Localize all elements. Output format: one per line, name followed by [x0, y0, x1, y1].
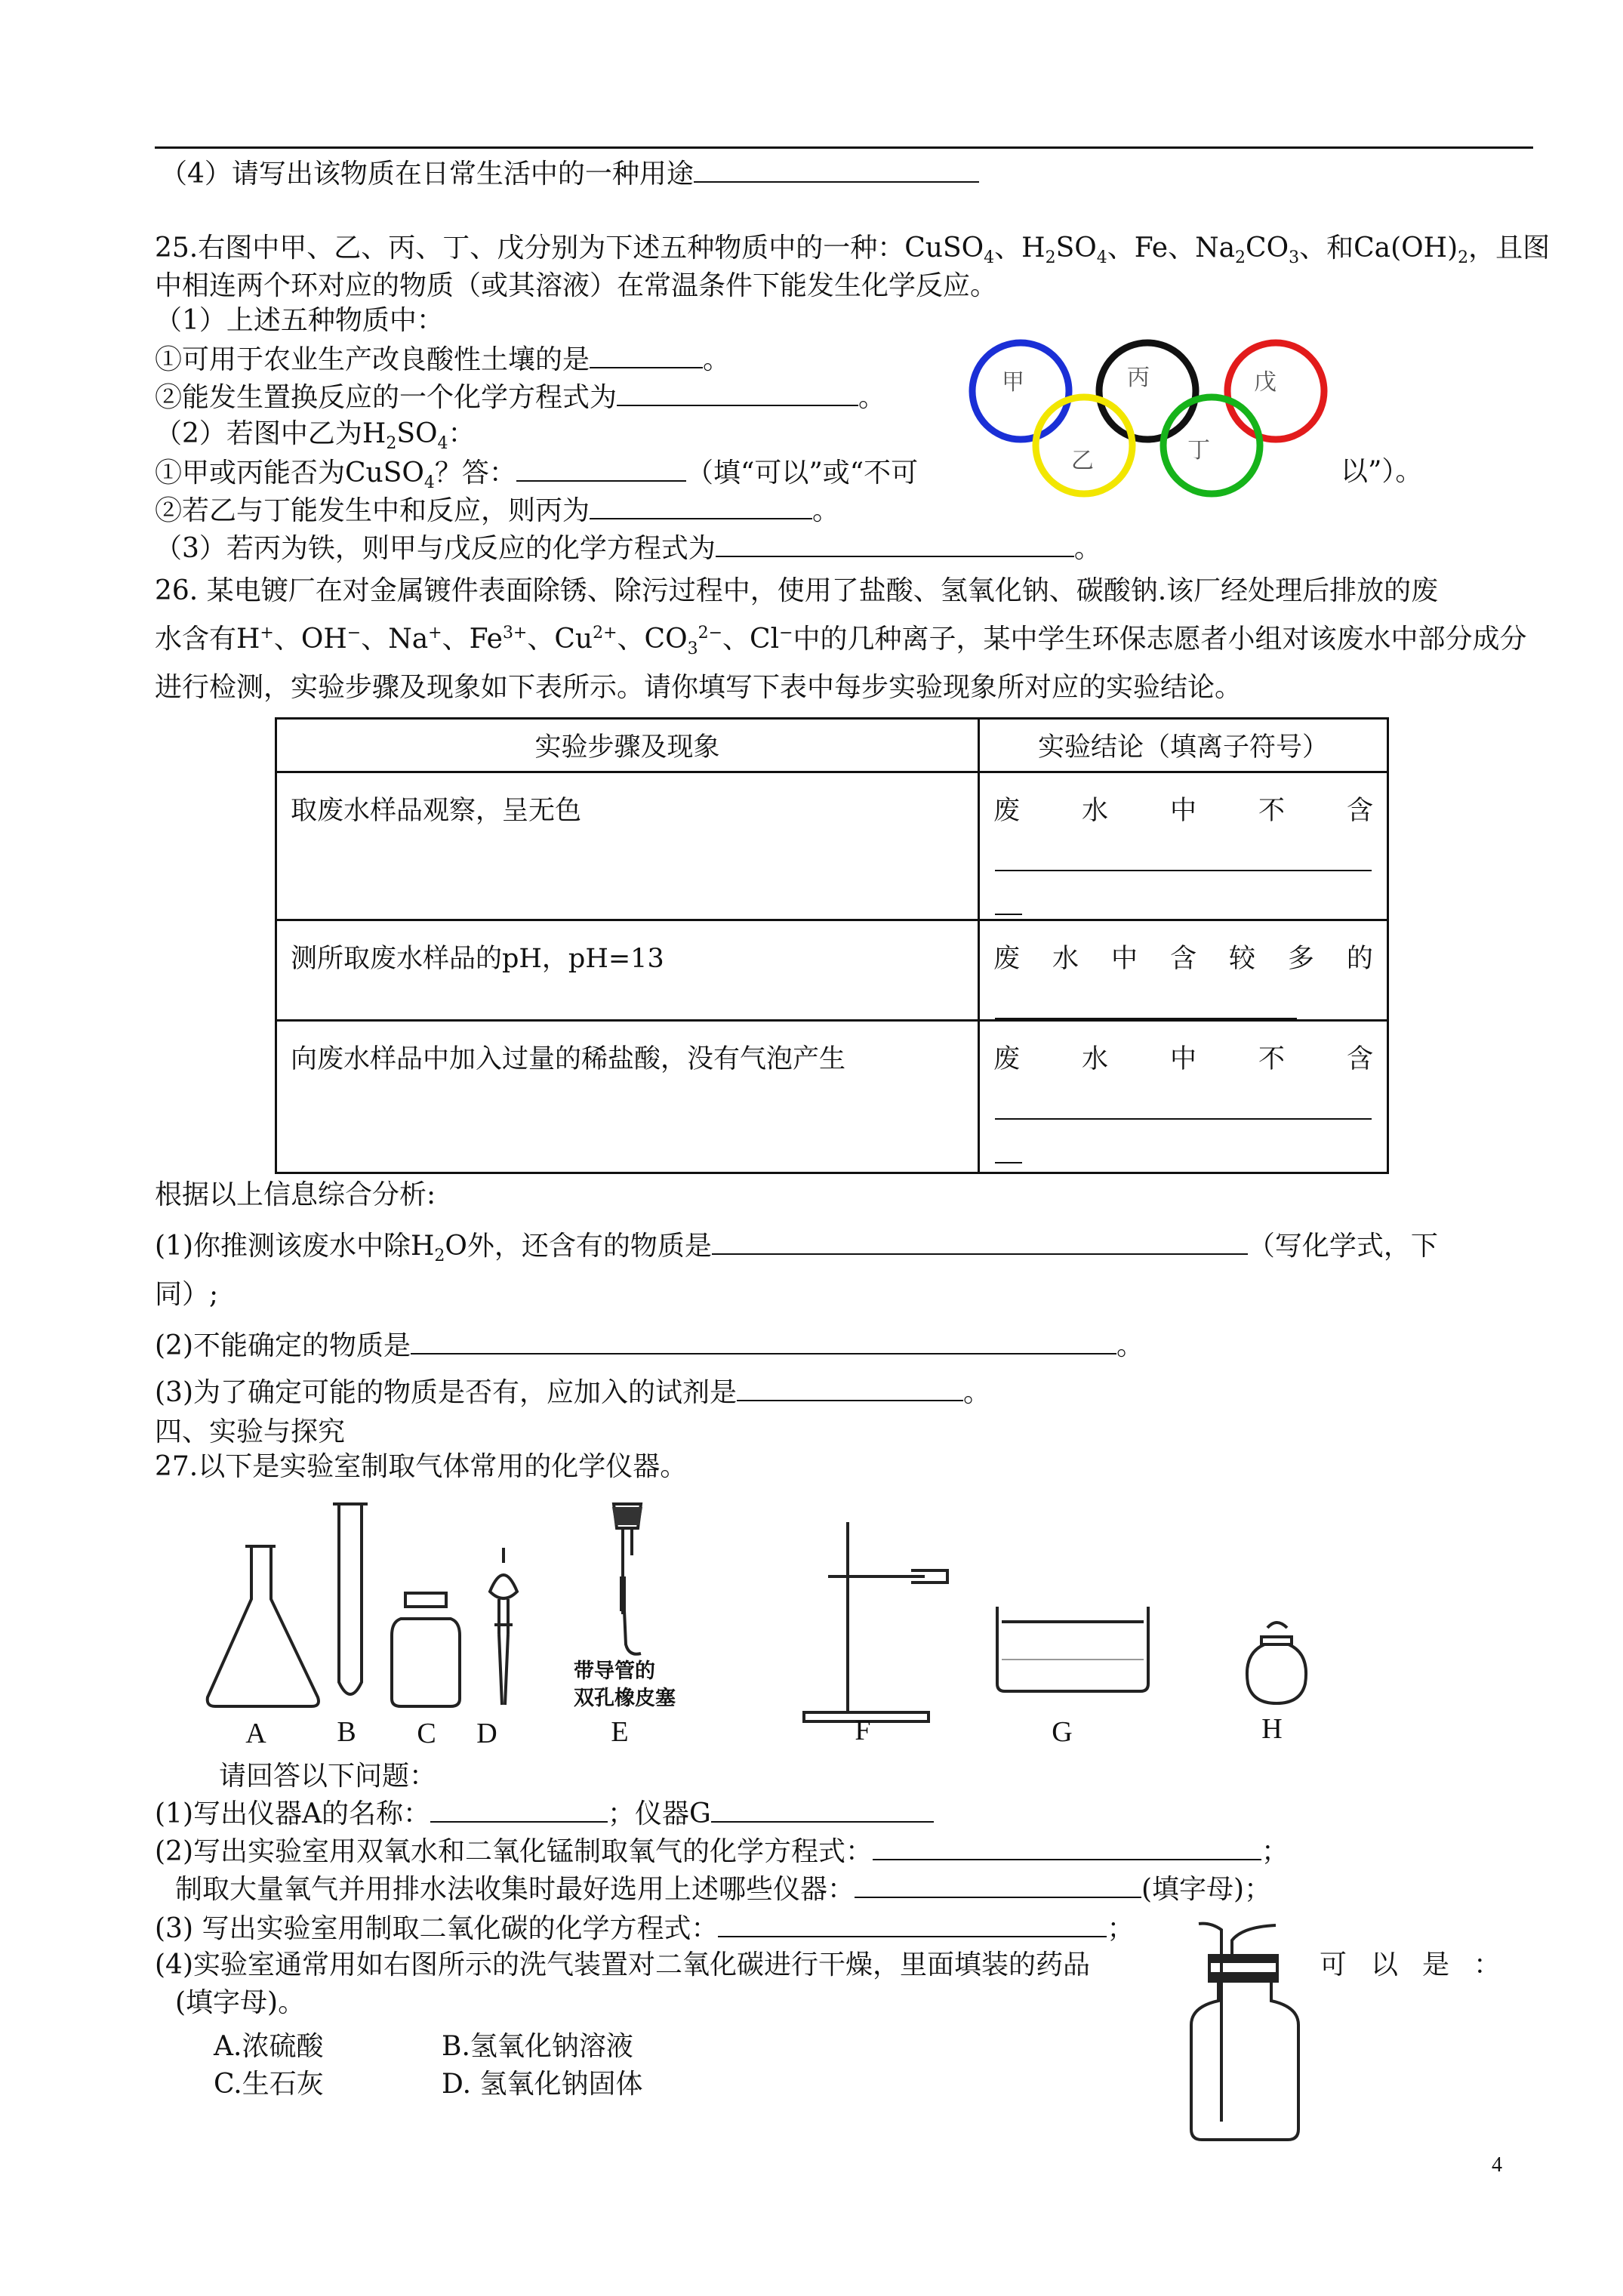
option-d: D. 氢氧化钠固体 [442, 2069, 643, 2100]
q26-line2: 水含有H+、OH−、Na+、$Fe^{3+}$、$Cu^{2+}$、$CO_3^{2-}$、Cl−中的几种离子，某中学生环保志愿者小组对该废水中部分成分 [155, 624, 1527, 659]
table-cell-conclusion [979, 772, 1388, 920]
answer-blank[interactable] [995, 1096, 1372, 1120]
answer-blank[interactable] [516, 455, 686, 482]
answer-blank[interactable] [995, 894, 1022, 915]
answer-blank[interactable] [995, 995, 1297, 1019]
ring-ding [1163, 397, 1260, 494]
answer-blank[interactable] [711, 1795, 934, 1823]
label-C: C [417, 1718, 436, 1749]
answer-blank[interactable] [430, 1795, 608, 1823]
option-b: B.氢氧化钠溶液 [442, 2031, 633, 2062]
q25-part1a: ①可用于农业生产改良酸性土壤的是 。 [155, 341, 730, 378]
q27-intro: 27.以下是实验室制取气体常用的化学仪器。 [155, 1451, 688, 1482]
table-cell-step: 取废水样品观察，呈无色 [276, 772, 979, 920]
q25-part2a-tail: 以”）。 [1341, 456, 1423, 487]
q27-sub4b: (填字母)。 [175, 1987, 306, 2018]
gas-jar-icon [392, 1593, 460, 1706]
q25-part2b: ②若乙与丁能发生中和反应，则丙为 。 [155, 492, 839, 529]
label-E: E [611, 1716, 629, 1748]
answer-blank[interactable] [617, 379, 858, 406]
table-cell-step: 向废水样品中加入过量的稀盐酸，没有气泡产生 [276, 1021, 979, 1173]
q26-line3: 进行检测，实验步骤及现象如下表所示。请你填写下表中每步实验现象所对应的实验结论。 [155, 672, 1243, 703]
q25-part1: （1）上述五种物质中： [155, 305, 444, 336]
label-G: G [1052, 1716, 1073, 1748]
alcohol-lamp-icon [1247, 1623, 1306, 1703]
q27-sub4-tail: 可 以 是 ： [1320, 1949, 1501, 1980]
section-title: 四、实验与探究 [155, 1416, 346, 1447]
ring-label-wu: 戊 [1254, 369, 1277, 396]
option-a: A.浓硫酸 [214, 2031, 324, 2062]
q27-sub1: (1)写出仪器A的名称： ；仪器G [155, 1795, 934, 1832]
label-D: D [476, 1718, 497, 1749]
q26-analysis-1-cont: 同）; [155, 1279, 219, 1310]
olympic-rings-diagram [959, 332, 1321, 506]
q25-line2: 中相连两个环对应的物质（或其溶液）在常温条件下能发生化学反应。 [155, 270, 998, 301]
answer-blank[interactable] [590, 341, 703, 368]
answer-blank[interactable] [855, 1871, 1141, 1898]
q25-part2a: ①甲或丙能否为CuSO$_4$？答： （填“可以”或“不可 [155, 455, 918, 491]
header-rule [155, 146, 1533, 149]
stopper-caption-line2: 双孔橡皮塞 [574, 1687, 676, 1709]
experiment-table [275, 717, 1389, 1174]
gas-washing-bottle-icon [1178, 1918, 1321, 2144]
label-F: F [855, 1715, 871, 1746]
q26-analysis-3: (3)为了确定可能的物质是否有，应加入的试剂是 。 [155, 1374, 990, 1410]
answer-blank[interactable] [694, 156, 979, 183]
q25-line1: 25.右图中甲、乙、丙、丁、戊分别为下述五种物质中的一种：CuSO$_4$、$H_2SO_4$、Fe、$Na_2CO_3$、和$Ca(OH)_2$，且图 [155, 233, 1551, 268]
table-cell-conclusion [979, 1021, 1388, 1173]
answer-blank[interactable] [737, 1374, 963, 1401]
answer-blank[interactable] [712, 1228, 1248, 1255]
answer-blank[interactable] [411, 1327, 1116, 1354]
ring-bing [1099, 343, 1196, 439]
q25-part2: （2）若图中乙为$H_2SO_4$： [155, 418, 476, 454]
rubber-stopper-icon [614, 1504, 641, 1654]
test-tube-icon [333, 1504, 368, 1694]
label-B: B [337, 1716, 356, 1748]
ring-yi [1036, 397, 1132, 494]
table-header-row [276, 719, 1388, 772]
water-trough-icon [997, 1607, 1148, 1691]
table-cell-step: 测所取废水样品的pH，pH=13 [276, 920, 979, 1021]
q26-analysis-1: (1)你推测该废水中除$H_2O$外，还含有的物质是 （写化学式，下 [155, 1228, 1438, 1264]
label-H: H [1261, 1713, 1283, 1745]
separatory-funnel-icon [490, 1548, 517, 1705]
conclusion-text: 废 水 中 不 含 [993, 796, 1373, 826]
q26-line1: 26. 某电镀厂在对金属镀件表面除锈、除污过程中，使用了盐酸、氢氧化钠、碳酸钠.该厂经处理后排放的废 [155, 575, 1439, 606]
conclusion-text: 废 水 中 含 较 多 的 [993, 944, 1373, 974]
table-row [276, 1021, 1388, 1173]
q25-part3: （3）若丙为铁，则甲与戊反应的化学方程式为 。 [155, 530, 1101, 566]
table-header-conclusion: 实验结论（填离子符号） [979, 719, 1388, 772]
q27-sub2b: 制取大量氧气并用排水法收集时最好选用上述哪些仪器： (填字母)； [175, 1871, 1271, 1907]
answer-blank[interactable] [590, 492, 812, 519]
stopper-caption-line1: 带导管的 [574, 1660, 655, 1682]
answer-blank[interactable] [716, 530, 1074, 557]
conclusion-text: 废 水 中 不 含 [993, 1044, 1373, 1074]
answer-blank[interactable] [995, 847, 1372, 871]
ring-label-yi: 乙 [1071, 448, 1094, 474]
table-header-steps: 实验步骤及现象 [276, 719, 979, 772]
option-c: C.生石灰 [214, 2069, 324, 2100]
answer-blank[interactable] [873, 1833, 1261, 1860]
q27-sub2: (2)写出实验室用双氧水和二氧化锰制取氧气的化学方程式： ； [155, 1833, 1289, 1869]
q27-sub4: (4)实验室通常用如右图所示的洗气装置对二氧化碳进行干燥，里面填装的药品 [155, 1949, 1090, 1980]
label-A: A [245, 1718, 266, 1749]
ring-label-jia: 甲 [1002, 369, 1024, 396]
answer-blank[interactable] [995, 1142, 1022, 1163]
table-cell-conclusion [979, 920, 1388, 1021]
conical-flask-icon [208, 1546, 319, 1706]
ring-label-ding: 丁 [1187, 437, 1210, 464]
table-row [276, 772, 1388, 920]
q25-part1b: ②能发生置换反应的一个化学方程式为 。 [155, 379, 885, 415]
answer-blank[interactable] [718, 1910, 1107, 1937]
lab-apparatus-figure [192, 1486, 1283, 1758]
ring-label-bing: 丙 [1127, 365, 1150, 391]
table-row [276, 920, 1388, 1021]
q27-sub3: (3) 写出实验室用制取二氧化碳的化学方程式： ； [155, 1910, 1134, 1946]
iron-stand-icon [804, 1522, 947, 1721]
q24-part4: （4）请写出该物质在日常生活中的一种用途 [160, 156, 979, 192]
q26-analysis: 根据以上信息综合分析: [155, 1179, 436, 1210]
page-number: 4 [1492, 2153, 1502, 2177]
q26-analysis-2: (2)不能确定的物质是 。 [155, 1327, 1144, 1364]
q27-prompt: 请回答以下问题： [219, 1761, 437, 1792]
